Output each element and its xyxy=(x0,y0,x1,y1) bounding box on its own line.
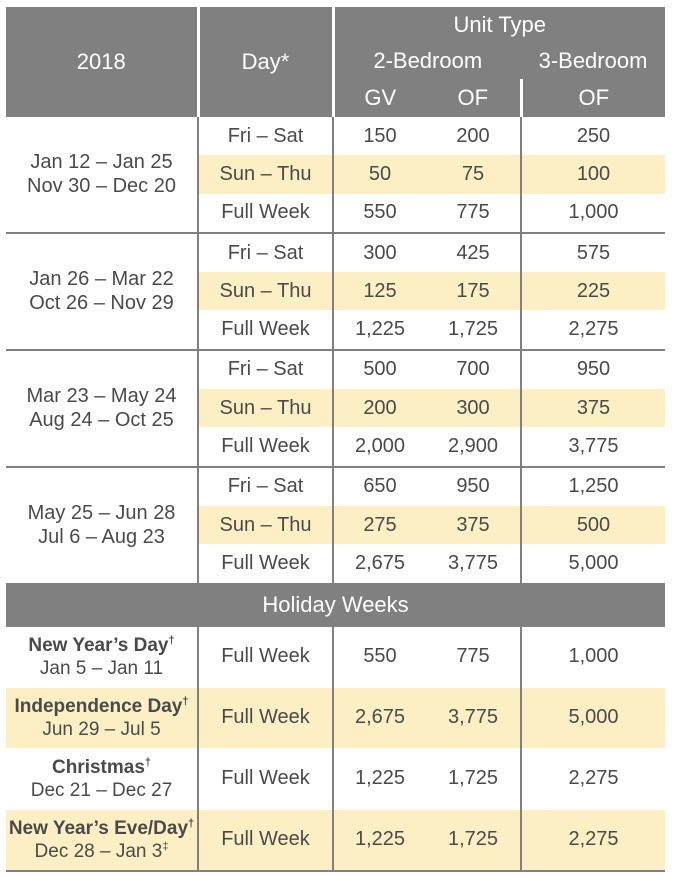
day-cell: Fri – Sat xyxy=(198,467,333,506)
of-2br-value: 300 xyxy=(426,389,521,427)
gv-value: 2,675 xyxy=(333,544,426,583)
season-dates-line2: Aug 24 – Oct 25 xyxy=(29,409,174,432)
holiday-dates-text: Dec 21 – Dec 27 xyxy=(30,779,173,801)
holiday-heading-row xyxy=(6,584,665,626)
holiday-name xyxy=(6,695,197,719)
holiday-row xyxy=(6,748,665,809)
of-2br-value: 75 xyxy=(426,155,521,193)
gv-value: 550 xyxy=(333,194,426,233)
of-3br-value: 5,000 xyxy=(521,544,665,583)
day-header: Day* xyxy=(198,7,333,117)
season-dates-line2: Nov 30 – Dec 20 xyxy=(27,175,176,198)
holiday-dates-text: Jun 29 – Jul 5 xyxy=(42,718,161,740)
gv-value: 275 xyxy=(333,506,426,544)
holiday-footnote-mark: † xyxy=(168,634,175,647)
day-cell: Sun – Thu xyxy=(198,155,333,193)
of-2br-value: 775 xyxy=(426,626,521,688)
gv-value: 2,000 xyxy=(333,427,426,466)
of-3br-value: 1,000 xyxy=(521,626,665,688)
of-3br-header: OF xyxy=(521,79,665,117)
of-3br-value: 100 xyxy=(521,155,665,193)
day-cell: Full Week xyxy=(198,310,333,349)
season-rows xyxy=(6,117,665,584)
holiday-label xyxy=(6,687,198,748)
year-header: 2018 xyxy=(6,7,198,117)
holiday-name-text: New Year’s Eve/Day xyxy=(8,817,189,839)
season-dates-line1: Jan 12 – Jan 25 xyxy=(30,151,173,174)
gv-header: GV xyxy=(333,79,426,117)
of-2br-header: OF xyxy=(426,79,521,117)
day-cell: Fri – Sat xyxy=(198,117,333,155)
season-dates xyxy=(6,350,198,467)
holiday-footnote-mark: † xyxy=(144,756,152,769)
of-3br-value: 250 xyxy=(576,124,611,147)
of-2br-value: 1,725 xyxy=(426,748,521,809)
holiday-row xyxy=(6,687,665,748)
of-2br-value: 1,725 xyxy=(426,809,521,871)
season-dates-line1: Jan 26 – Mar 22 xyxy=(29,268,174,291)
season-dates-line2: Jul 6 – Aug 23 xyxy=(38,526,165,549)
holiday-name xyxy=(6,756,197,780)
points-table xyxy=(6,7,665,872)
holiday-name-text: New Year’s Day xyxy=(28,634,169,656)
season-dates xyxy=(6,233,198,350)
holiday-label xyxy=(6,748,198,809)
holiday-row xyxy=(6,809,665,871)
of-2br-value: 425 xyxy=(426,233,521,272)
gv-value: 650 xyxy=(363,475,397,498)
unit-type-header: Unit Type xyxy=(333,7,665,43)
table-row xyxy=(6,117,665,155)
holiday-dates-text: Jan 5 – Jan 11 xyxy=(39,657,164,679)
of-2br-value: 375 xyxy=(426,506,521,544)
day-cell: Fri – Sat xyxy=(198,350,333,389)
of-2br-value: 950 xyxy=(426,467,521,506)
gv-value: 550 xyxy=(333,626,426,688)
table-row xyxy=(6,233,665,272)
season-dates xyxy=(6,467,198,584)
day-cell: Full Week xyxy=(198,427,333,466)
of-2br-value: 2,900 xyxy=(426,427,521,466)
of-2br-value: 175 xyxy=(426,272,521,310)
day-cell: Sun – Thu xyxy=(198,389,333,427)
of-3br-value: 1,000 xyxy=(521,194,665,233)
of-2br-value: 3,775 xyxy=(426,544,521,583)
of-2br-value: 775 xyxy=(426,194,521,233)
gv-value: 150 xyxy=(363,124,397,147)
holiday-label xyxy=(6,626,198,688)
day-cell: Sun – Thu xyxy=(198,272,333,310)
holiday-dates-text: Dec 28 – Jan 3 xyxy=(34,840,163,862)
gv-value: 200 xyxy=(333,389,426,427)
holiday-footnote-mark: † xyxy=(182,695,189,708)
holiday-name-text: Christmas xyxy=(51,756,145,778)
of-3br-value: 2,275 xyxy=(521,748,665,809)
gv-value: 125 xyxy=(333,272,426,310)
of-3br-value: 1,250 xyxy=(568,475,619,498)
table-row xyxy=(6,350,665,389)
day-cell: Sun – Thu xyxy=(198,506,333,544)
gv-value: 2,675 xyxy=(333,687,426,748)
holiday-name xyxy=(6,817,197,841)
day-cell: Full Week xyxy=(198,544,333,583)
holiday-dates xyxy=(6,719,197,741)
of-3br-value: 500 xyxy=(521,506,665,544)
gv-value: 1,225 xyxy=(333,748,426,809)
day-cell: Full Week xyxy=(198,626,333,688)
gv-value: 1,225 xyxy=(333,310,426,349)
of-3br-value: 575 xyxy=(576,241,611,264)
holiday-dates xyxy=(6,658,197,680)
day-cell: Full Week xyxy=(198,687,333,748)
day-cell: Fri – Sat xyxy=(198,233,333,272)
holiday-heading: Holiday Weeks xyxy=(6,584,665,626)
holiday-row xyxy=(6,626,665,688)
season-dates xyxy=(6,117,198,233)
day-cell: Full Week xyxy=(198,748,333,809)
of-3br-value: 225 xyxy=(521,272,665,310)
holiday-date-footnote-mark: ‡ xyxy=(162,840,169,853)
gv-value: 50 xyxy=(333,155,426,193)
holiday-section xyxy=(6,584,665,626)
two-bedroom-header: 2-Bedroom xyxy=(333,43,521,79)
season-dates-line2: Oct 26 – Nov 29 xyxy=(29,292,174,315)
holiday-dates xyxy=(6,841,197,863)
of-2br-value: 3,775 xyxy=(426,687,521,748)
of-3br-value: 2,275 xyxy=(521,809,665,871)
of-3br-value: 375 xyxy=(521,389,665,427)
of-3br-value: 5,000 xyxy=(521,687,665,748)
holiday-dates xyxy=(6,780,197,802)
holiday-footnote-mark: † xyxy=(188,817,195,830)
gv-value: 1,225 xyxy=(333,809,426,871)
holiday-rows xyxy=(6,626,665,871)
holiday-label xyxy=(6,809,198,871)
of-2br-value: 700 xyxy=(426,350,521,389)
holiday-name-text: Independence Day xyxy=(14,695,183,717)
of-2br-value: 200 xyxy=(426,117,521,155)
gv-value: 500 xyxy=(363,358,397,381)
of-3br-value: 3,775 xyxy=(521,427,665,466)
holiday-name xyxy=(6,634,197,658)
season-dates-line1: Mar 23 – May 24 xyxy=(26,385,177,408)
day-cell: Full Week xyxy=(198,809,333,871)
day-cell: Full Week xyxy=(198,194,333,233)
table-header xyxy=(6,7,665,117)
gv-value: 300 xyxy=(363,241,397,264)
three-bedroom-header: 3-Bedroom xyxy=(521,43,665,79)
of-3br-value: 2,275 xyxy=(521,310,665,349)
season-dates-line1: May 25 – Jun 28 xyxy=(27,502,176,525)
of-3br-value: 950 xyxy=(576,358,611,381)
table-row xyxy=(6,467,665,506)
of-2br-value: 1,725 xyxy=(426,310,521,349)
